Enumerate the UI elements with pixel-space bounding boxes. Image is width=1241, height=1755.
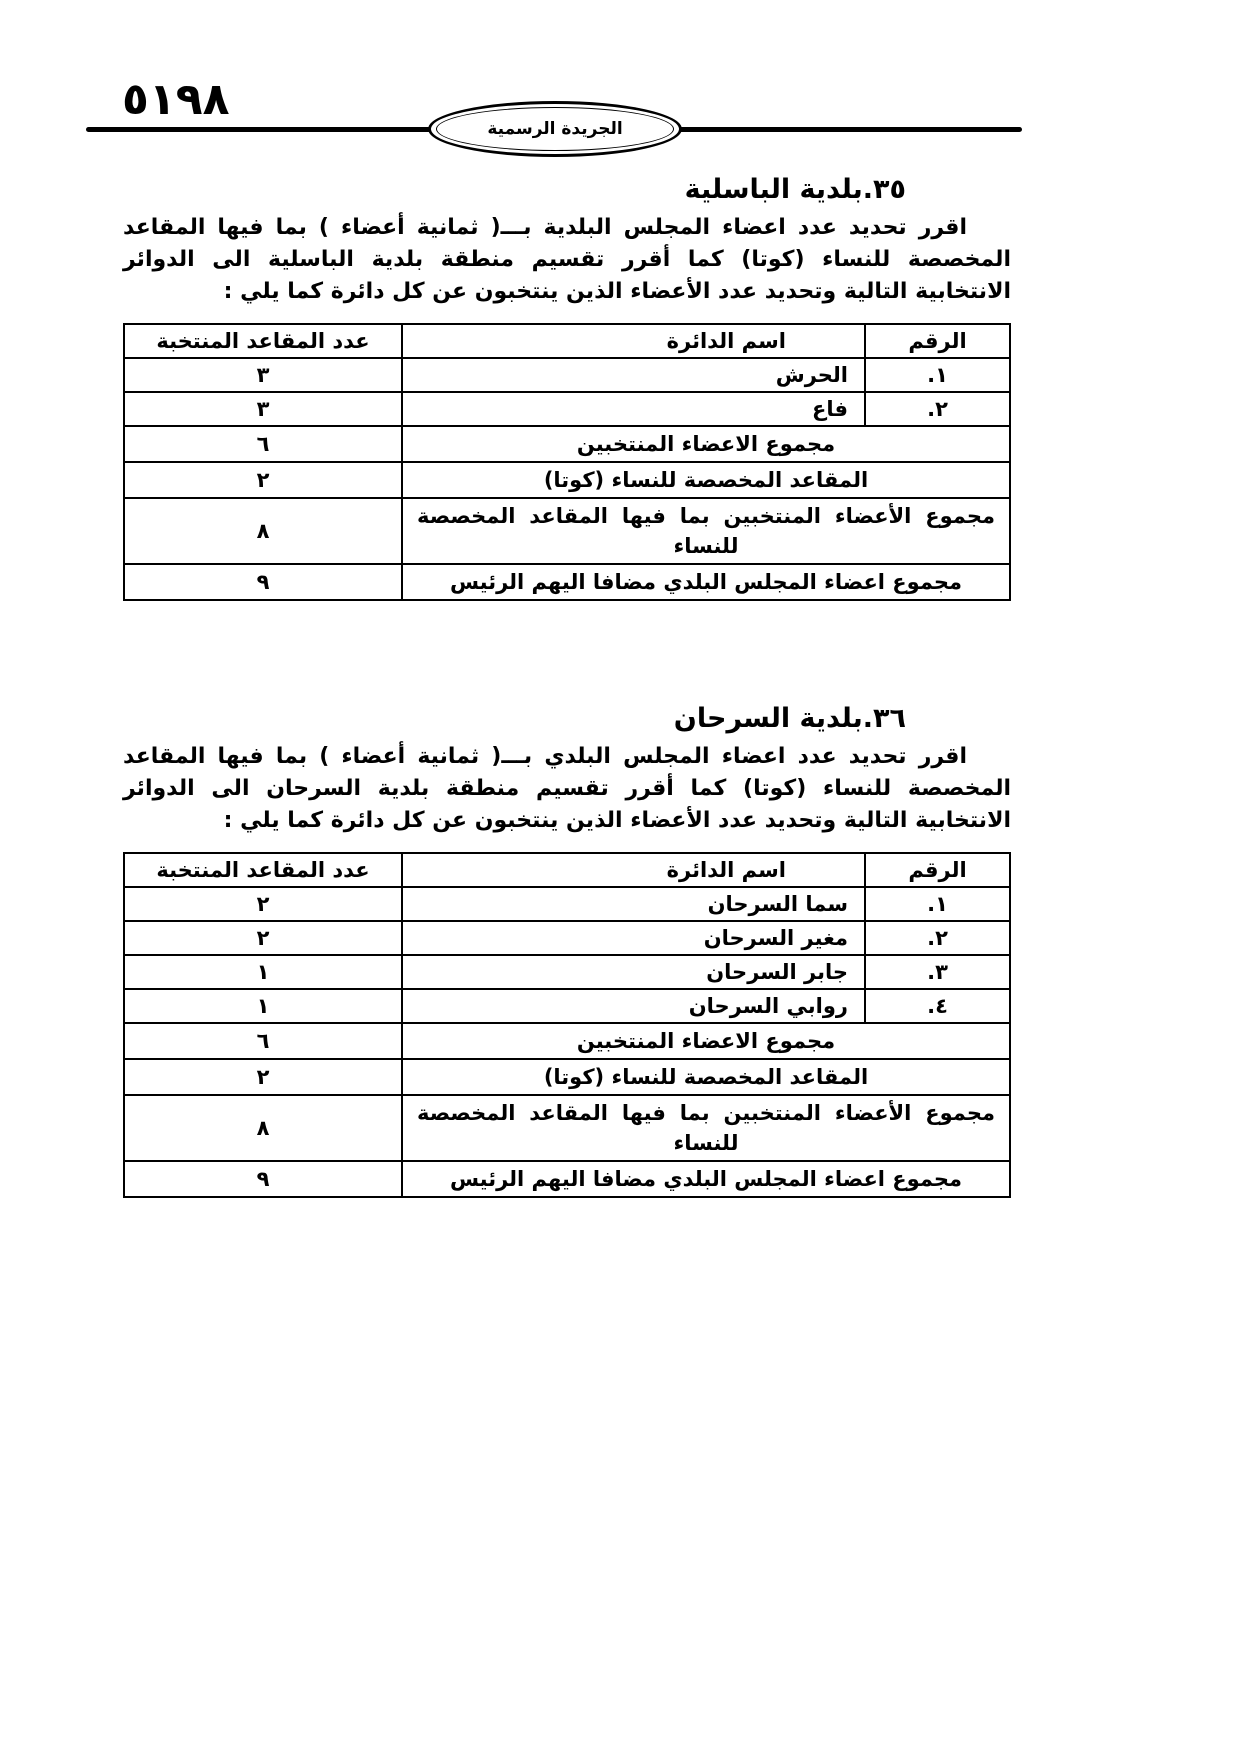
header-district-name: اسم الدائرة — [402, 853, 865, 887]
table-body — [124, 887, 1010, 1197]
summary-label-cell: مجموع الاعضاء المنتخبين — [402, 1023, 1010, 1059]
summary-label-cell: المقاعد المخصصة للنساء (كوتا) — [402, 1059, 1010, 1095]
summary-row — [124, 564, 1010, 600]
district-row — [124, 921, 1010, 955]
seats-count-cell: ٣ — [124, 392, 402, 426]
district-row — [124, 392, 1010, 426]
district-name-cell: فاع — [402, 392, 865, 426]
gazette-title-badge — [428, 101, 682, 157]
summary-row — [124, 1023, 1010, 1059]
summary-row — [124, 1095, 1010, 1161]
section-paragraph: اقرر تحديد عدد اعضاء المجلس البلدي بـــ( ثمانية أعضاء ) بما فيها المقاعد المخصصة للنساء (كوتا) كما أقرر تقسيم منطقة بلدية السرحان الى الدوائر الانتخابية التالية وتحديد عدد الأعضاء الذين ينتخبون عن كل دائرة كما يلي : — [123, 744, 1011, 833]
district-row — [124, 989, 1010, 1023]
district-name-cell: مغير السرحان — [402, 921, 865, 955]
summary-label-cell: مجموع اعضاء المجلس البلدي مضافا اليهم الرئيس — [402, 564, 1010, 600]
seats-count-cell: ٢ — [124, 921, 402, 955]
section-paragraph: اقرر تحديد عدد اعضاء المجلس البلدية بـــ( ثمانية أعضاء ) بما فيها المقاعد المخصصة للنساء (كوتا) كما أقرر تقسيم منطقة بلدية الباسلية الى الدوائر الانتخابية التالية وتحديد عدد الأعضاء الذين ينتخبون عن كل دائرة كما يلي : — [123, 215, 1011, 304]
page-content — [123, 172, 1011, 1198]
table-header-row — [124, 853, 1010, 887]
header-elected-seats: عدد المقاعد المنتخبة — [124, 853, 402, 887]
gazette-title-badge-inner — [436, 107, 674, 151]
municipality-section-36 — [123, 701, 1011, 1198]
seats-count-cell: ٦ — [124, 1023, 402, 1059]
seats-count-cell: ١ — [124, 989, 402, 1023]
district-number-cell: ٤. — [865, 989, 1010, 1023]
section-heading: ٣٦.بلدية السرحان — [673, 703, 906, 734]
seats-count-cell: ٩ — [124, 1161, 402, 1197]
header-elected-seats: عدد المقاعد المنتخبة — [124, 324, 402, 358]
header-number: الرقم — [865, 853, 1010, 887]
district-row — [124, 955, 1010, 989]
seats-count-cell: ٣ — [124, 358, 402, 392]
district-row — [124, 358, 1010, 392]
seats-count-cell: ٩ — [124, 564, 402, 600]
gazette-title: الجريدة الرسمية — [487, 119, 623, 139]
district-seats-table — [123, 852, 1011, 1198]
summary-label-cell: مجموع الأعضاء المنتخبين بما فيها المقاعد المخصصة للنساء — [402, 498, 1010, 564]
summary-row — [124, 426, 1010, 462]
table-body — [124, 358, 1010, 600]
seats-count-cell: ٨ — [124, 1095, 402, 1161]
district-name-cell: الحرش — [402, 358, 865, 392]
district-number-cell: ١. — [865, 887, 1010, 921]
page-number: ٥١٩٨ — [122, 74, 230, 125]
summary-label-cell: مجموع الاعضاء المنتخبين — [402, 426, 1010, 462]
summary-label-cell: مجموع اعضاء المجلس البلدي مضافا اليهم الرئيس — [402, 1161, 1010, 1197]
district-seats-table — [123, 323, 1011, 601]
district-number-cell: ١. — [865, 358, 1010, 392]
seats-count-cell: ١ — [124, 955, 402, 989]
district-number-cell: ٢. — [865, 392, 1010, 426]
masthead — [0, 0, 1241, 172]
seats-count-cell: ٢ — [124, 462, 402, 498]
seats-count-cell: ٦ — [124, 426, 402, 462]
summary-row — [124, 1161, 1010, 1197]
district-name-cell: سما السرحان — [402, 887, 865, 921]
district-row — [124, 887, 1010, 921]
summary-label-cell: المقاعد المخصصة للنساء (كوتا) — [402, 462, 1010, 498]
district-number-cell: ٢. — [865, 921, 1010, 955]
summary-row — [124, 498, 1010, 564]
summary-row — [124, 462, 1010, 498]
header-number: الرقم — [865, 324, 1010, 358]
municipality-section-35 — [123, 172, 1011, 601]
seats-count-cell: ٨ — [124, 498, 402, 564]
summary-row — [124, 1059, 1010, 1095]
seats-count-cell: ٢ — [124, 887, 402, 921]
header-district-name: اسم الدائرة — [402, 324, 865, 358]
summary-label-cell: مجموع الأعضاء المنتخبين بما فيها المقاعد المخصصة للنساء — [402, 1095, 1010, 1161]
table-header-row — [124, 324, 1010, 358]
district-name-cell: جابر السرحان — [402, 955, 865, 989]
section-heading: ٣٥.بلدية الباسلية — [684, 174, 906, 205]
seats-count-cell: ٢ — [124, 1059, 402, 1095]
district-number-cell: ٣. — [865, 955, 1010, 989]
district-name-cell: روابي السرحان — [402, 989, 865, 1023]
